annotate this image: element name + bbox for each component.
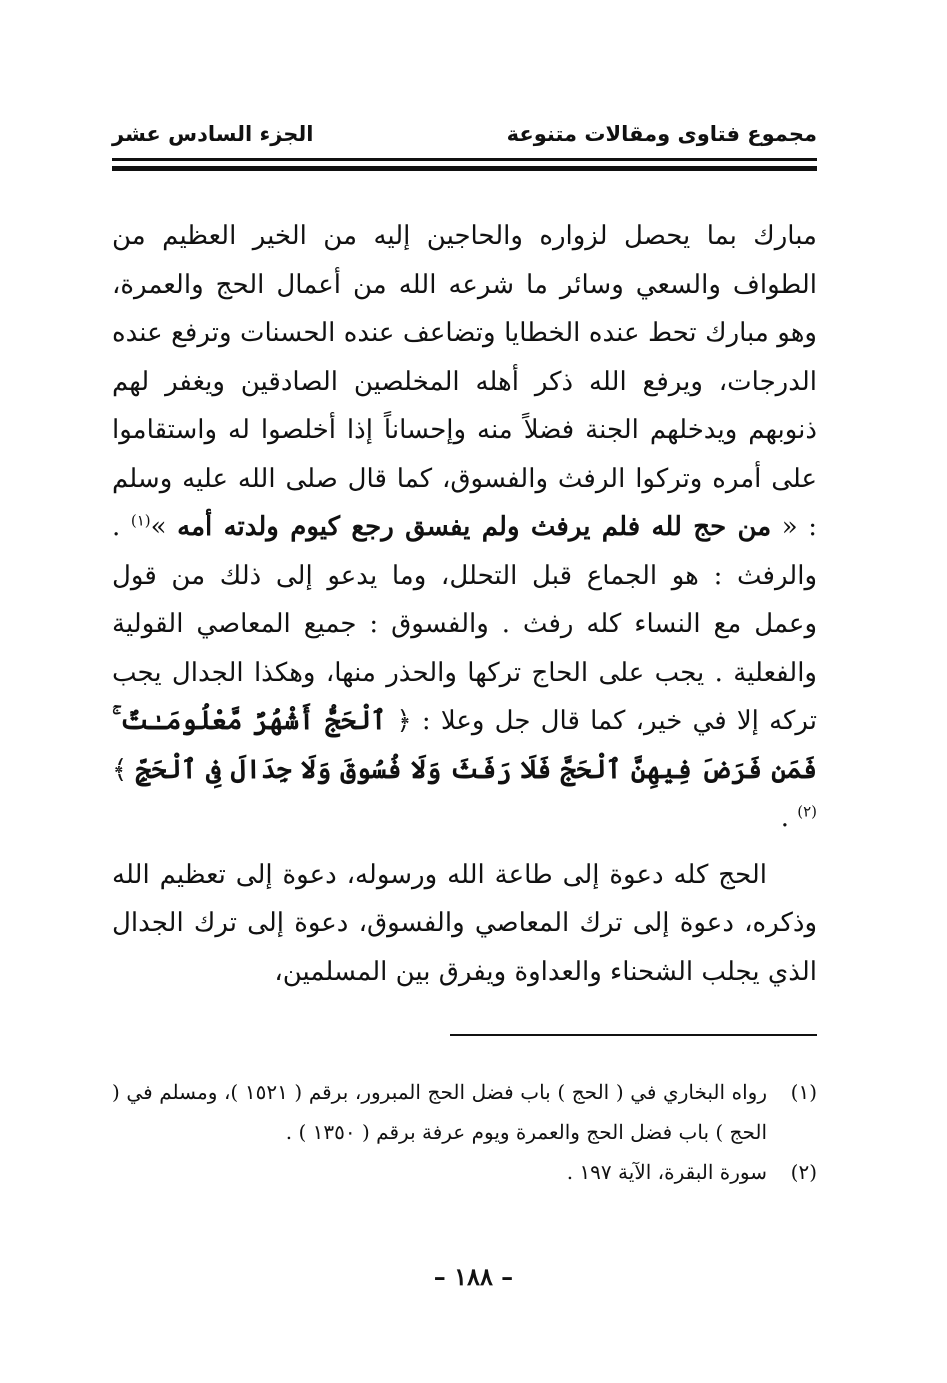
footnote-number: (١) [790, 1080, 817, 1104]
hadith-quote: من حج لله فلم يرفث ولم يفسق رجع كيوم ولدته أمه [177, 512, 772, 542]
footnotes [112, 1072, 817, 1192]
footnote-ref-1: (١) [130, 511, 151, 530]
footnote-separator [450, 1034, 817, 1036]
paragraph-2: الحج كله دعوة إلى طاعة الله ورسوله، دعوة إلى تعظيم الله وذكره، دعوة إلى ترك المعاصي والفسوق، دعوة إلى ترك الجدال الذي يجلب الشحناء والعداوة ويفرق بين المسلمين، [112, 859, 817, 987]
paragraph-1-text: مبارك بما يحصل لزواره والحاجين إليه من الخير العظيم من الطواف والسعي وسائر ما شرعه الله من أعمال الحج والعمرة، وهو مبارك تحط عنده الخطايا وتضاعف عنده الحسنات وترفع عنده الدرجات، ويرفع الله ذكر أهله المخلصين الصادقين ويغفر لهم ذنوبهم ويدخلهم الجنة فضلاً منه وإحساناً إذا أخلصوا له واستقاموا على أمره وتركوا الرفث والفسوق، كما قال صلى الله عليه وسلم : « [112, 221, 818, 542]
running-header [112, 122, 817, 152]
paragraph-1-end: . [780, 803, 798, 833]
paragraph-1-continued: . والرفث : هو الجماع قبل التحلل، وما يدعو إلى ذلك من قول وعمل مع النساء كله رفث . والفسوق : جميع المعاصي القولية والفعلية . يجب على الحاج تركها والحذر منها، وهكذا الجدال يجب تركه إلا في خير، كما قال جل وعلا : ﴿ [112, 512, 818, 736]
quote-close: » [150, 512, 167, 542]
header-rule-thin [112, 158, 817, 161]
page-number: – ١٨٨ – [433, 1262, 514, 1291]
volume-label: الجزء السادس عشر [112, 122, 314, 146]
footnote-text: رواه البخاري في ( الحج ) باب فضل الحج المبرور، برقم ( ١٥٢١ )، ومسلم في ( الحج ) باب فضل الحج والعمرة ويوم عرفة برقم ( ١٣٥٠ ) . [112, 1080, 767, 1144]
footnote-ref-2: (٢) [797, 802, 817, 821]
footnote-2 [112, 1152, 817, 1192]
header-rule-thick [112, 166, 817, 171]
book-title: مجموع فتاوى ومقالات متنوعة [506, 122, 817, 146]
paragraph-1 [112, 212, 817, 843]
footnote-number: (٢) [790, 1160, 817, 1184]
verse-close: ﴾ [112, 754, 128, 785]
main-text [112, 212, 817, 996]
quran-verse: ٱلْحَجُّ أَشْهُرٌ مَّعْلُومَـٰتٌ ۚ فَمَن فَرَضَ فِيهِنَّ ٱلْحَجَّ فَلَا رَفَثَ وَلَا فُسُوقَ وَلَا جِدَالَ فِى ٱلْحَجِّ [112, 706, 818, 785]
footnote-text: سورة البقرة، الآية ١٩٧ . [566, 1160, 767, 1184]
footnote-1 [112, 1072, 817, 1152]
